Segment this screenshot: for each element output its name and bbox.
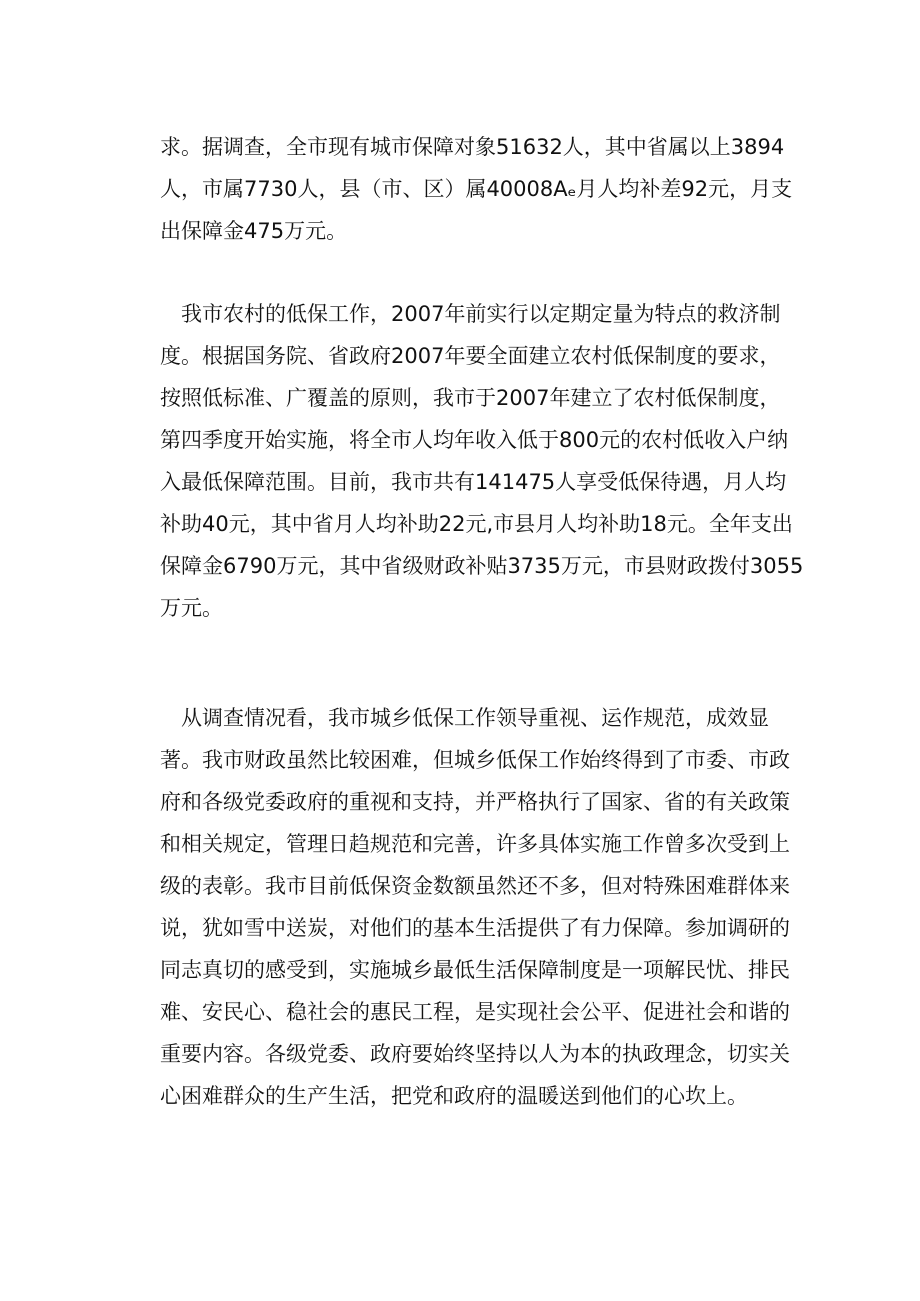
text-line: 著。我市财政虽然比较困难，但城乡低保工作始终得到了市委、市政 (160, 748, 790, 772)
text-line: 重要内容。各级党委、政府要始终坚持以人为本的执政理念，切实关 (160, 1042, 790, 1066)
text-line: 我市农村的低保工作，2007年前实行以定期定量为特点的救济制 (160, 302, 781, 326)
text-line: 级的表彰。我市目前低保资金数额虽然还不多，但对特殊困难群体来 (160, 874, 790, 898)
paragraph-urban-statistics (160, 126, 793, 252)
text-line: 保障金6790万元，其中省级财政补贴3735万元，市县财政拨付3055 (160, 554, 804, 578)
text-line: 万元。 (160, 596, 223, 620)
text-line: 同志真切的感受到，实施城乡最低生活保障制度是一项解民忧、排民 (160, 958, 790, 982)
text-line: 第四季度开始实施，将全市人均年收入低于800元的农村低收入户纳 (160, 428, 789, 452)
text-line: 府和各级党委政府的重视和支持，并严格执行了国家、省的有关政策 (160, 790, 790, 814)
text-line: 出保障金475万元。 (160, 219, 348, 243)
text-line: 人，市属7730人，县（市、区）属40008Aₑ月人均补差92元，月支 (160, 177, 793, 201)
text-line: 求。据调查，全市现有城市保障对象51632人，其中省属以上3894 (160, 135, 785, 159)
text-line: 从调查情况看，我市城乡低保工作领导重视、运作规范，成效显 (160, 706, 769, 730)
text-line: 按照低标准、广覆盖的原则，我市于2007年建立了农村低保制度， (160, 386, 781, 410)
text-line: 度。根据国务院、省政府2007年要全面建立农村低保制度的要求， (160, 344, 781, 368)
paragraph-rural-lowincome (160, 293, 804, 629)
text-line: 说，犹如雪中送炭，对他们的基本生活提供了有力保障。参加调研的 (160, 916, 790, 940)
text-line: 和相关规定，管理日趋规范和完善，许多具体实施工作曾多次受到上 (160, 832, 790, 856)
text-line: 心困难群众的生产生活，把党和政府的温暖送到他们的心坎上。 (160, 1084, 748, 1108)
paragraph-survey-findings (160, 697, 790, 1117)
text-line: 补助40元，其中省月人均补助22元,市县月人均补助18元。全年支出 (160, 512, 793, 536)
text-line: 难、安民心、稳社会的惠民工程，是实现社会公平、促进社会和谐的 (160, 1000, 790, 1024)
text-line: 入最低保障范围。目前，我市共有141475人享受低保待遇，月人均 (160, 470, 787, 494)
